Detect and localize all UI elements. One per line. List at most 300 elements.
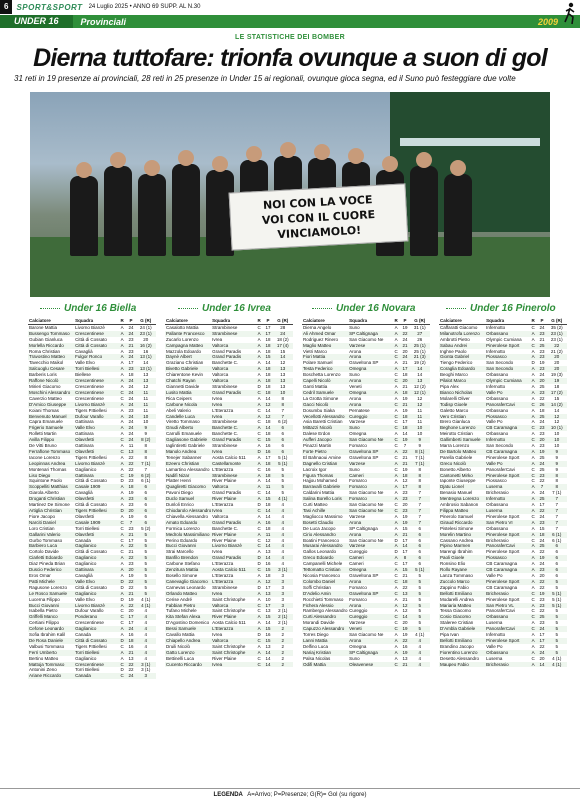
table-cell: San Giacomo Ne <box>349 336 384 342</box>
table-cell: C <box>257 419 261 425</box>
table-cell: 23 <box>539 425 545 431</box>
table-cell: A <box>118 402 127 408</box>
table-cell: 15 <box>265 354 271 360</box>
table-cell: 18 <box>265 419 271 425</box>
table-cell: 4 <box>281 502 284 508</box>
table-cell: PanoraferCavi <box>485 543 529 549</box>
table-cell: 6 <box>273 425 294 431</box>
table-cell: 12 <box>547 414 568 420</box>
table-cell: GravelIona SP <box>349 454 379 460</box>
table-cell: 14 <box>143 360 149 366</box>
table-cell: 17 <box>402 484 408 490</box>
table-cell: A <box>257 478 261 484</box>
table-cell: A <box>118 543 127 549</box>
table-cell: Le Rosco Samuele <box>28 591 74 597</box>
table-cell: Cantonetti Mirko <box>439 473 485 479</box>
table-cell: Sofia Ibrahim Kalil <box>29 632 66 638</box>
table-cell: Caldarini Mattia <box>303 490 335 496</box>
table-cell: Olavsfetti <box>74 496 118 502</box>
table-cell: 16 <box>128 632 134 638</box>
table-cell: 6 (1) <box>547 532 568 538</box>
table-cell: 18 <box>402 425 408 431</box>
table-cell: 24 <box>128 395 134 401</box>
stats-columns <box>28 318 568 788</box>
table-cell: 9 <box>144 431 147 437</box>
table-cell: 19 <box>128 490 134 496</box>
table-cell: C <box>531 466 535 472</box>
table-cell: 24 <box>539 649 545 655</box>
table-cell: C <box>394 466 398 472</box>
table-cell: A <box>118 461 127 467</box>
table-cell: 17 <box>265 330 271 336</box>
table-cell: D <box>118 638 127 644</box>
table-cell: 6 (2) <box>136 473 157 479</box>
table-cell: C <box>255 603 264 609</box>
table-cell: 16 <box>265 561 271 567</box>
table-cell: Tigers P.Biellesi <box>74 508 118 514</box>
table-cell: Staleree Cristian <box>440 620 474 626</box>
table-cell: 20 <box>402 502 408 508</box>
table-cell: Campanelli Michele <box>303 561 343 567</box>
table-cell: Avilla Filippo <box>28 437 74 443</box>
table-cell: 4 <box>281 561 284 567</box>
table-cell: Fiore Jacopo <box>29 513 56 519</box>
table-cell: Lanni Mattia <box>302 638 348 644</box>
table-cell: C <box>120 395 124 401</box>
table-cell: Moschini Alessandro <box>28 390 74 396</box>
table-cell: 21 <box>539 336 545 342</box>
table-cell: C <box>392 414 401 420</box>
table-cell: A <box>529 543 538 549</box>
table-cell: C <box>120 643 124 649</box>
table-cell: River Plaine <box>212 655 237 661</box>
table-cell: San Secondo <box>486 360 514 366</box>
table-cell: Strambinese <box>212 324 238 330</box>
table-cell: 5 <box>547 579 568 585</box>
table-cell: Lacroix Igor <box>303 466 327 472</box>
table-cell: CB Caramagna <box>486 584 518 590</box>
table-cell: 5 <box>555 620 558 626</box>
table-cell: 22 <box>128 454 134 460</box>
table-cell: Forte Pietro <box>302 449 348 455</box>
table-cell: 24 <box>128 324 134 330</box>
table-cell: Pipino Marmen <box>439 543 485 549</box>
table-cell: Tasi Achille <box>302 508 348 514</box>
table-cell: A <box>529 508 538 514</box>
table-cell: Dufour Varallo <box>74 414 118 420</box>
table-cell: A <box>118 343 127 349</box>
table-cell: 9 <box>410 437 431 443</box>
table-cell: 18 <box>402 413 408 419</box>
table-cell: Marengi Ibrahim <box>440 549 473 555</box>
table-cell: A <box>120 466 124 472</box>
table-cell: 22 <box>539 578 545 584</box>
table-cell: CB Caramagna <box>486 561 518 567</box>
table-cell: Tigers P.Biellesi <box>75 407 107 413</box>
table-cell: 23 <box>128 336 134 342</box>
table-cell: Saint Christophe <box>211 650 255 656</box>
table-cell: Fomarco <box>349 584 367 590</box>
table-cell: 24 <box>128 401 134 407</box>
table-cell: 7 <box>547 520 568 526</box>
table-cell: 4 <box>410 662 431 668</box>
table-cell: D <box>257 561 261 567</box>
table-cell: 22 <box>128 466 134 472</box>
table-header-cell: Squadra <box>74 318 118 324</box>
table-cell: C <box>255 567 264 573</box>
table-cell: Mirieri Giacomo <box>29 383 61 389</box>
table-cell: Barbiero Luca <box>28 543 74 549</box>
table-cell: Città di Cossato <box>75 584 107 590</box>
table-cell: A <box>255 614 264 620</box>
section-label: Provinciali <box>80 16 127 27</box>
table-cell: Narciti Daniel <box>28 520 74 526</box>
table-cell: 22 <box>539 643 545 649</box>
table-cell: Biellese <box>75 372 91 378</box>
table-cell: 17 <box>265 324 271 330</box>
table-cell: Varzese <box>349 620 366 626</box>
table-cell: Barberis Loris <box>29 372 57 378</box>
table-cell: C <box>529 343 538 349</box>
table-cell: 6 <box>136 484 157 490</box>
table-cell: 3 <box>273 579 294 585</box>
table-cell: 6 <box>136 520 157 526</box>
table-cell: A <box>255 331 264 337</box>
table-cell: C <box>392 508 401 514</box>
table-cell: Infernotto <box>485 437 529 443</box>
table-cell: Mattoja Tommaso <box>28 662 74 668</box>
table-cell: Gattinara <box>75 431 94 437</box>
stats-column-biella <box>28 318 156 788</box>
table-cell: 7 <box>281 407 284 413</box>
table-cell: Valle Po <box>485 390 529 396</box>
table-cell: Canada <box>75 537 91 543</box>
table-cell: Casale 1909 <box>74 520 118 526</box>
table-cell: 7 <box>418 513 421 519</box>
table-cell: 23 <box>539 519 545 525</box>
table-cell: Morlella Riccardo <box>28 343 74 349</box>
table-cell: Palsa Nicolas <box>303 655 331 661</box>
table-cell: PanoraferCavi <box>486 466 515 472</box>
table-cell: CB Caramagna <box>485 425 529 431</box>
table-cell: 20 <box>554 360 560 366</box>
table-cell: 17 <box>539 502 545 508</box>
table-cell: 25 (1) <box>413 348 426 354</box>
table-cell: Pinerolese Sport <box>485 473 529 479</box>
table-cell: PanoraferCavi <box>485 626 529 632</box>
table-cell: Artiglia Christian <box>28 508 74 514</box>
table-cell: 22 <box>128 555 134 561</box>
table-cell: 15 <box>554 395 560 401</box>
table-cell: 22 <box>539 395 545 401</box>
table-cell: A <box>531 443 535 449</box>
table-cell: 18 <box>265 572 271 578</box>
table-cell: C <box>531 513 535 519</box>
table-cell: Giarola Alberto <box>29 490 59 496</box>
table-cell: Pavoni Diego <box>166 490 193 496</box>
table-cell: 11 <box>136 390 157 396</box>
table-cell: Crescentinese <box>74 378 118 384</box>
table-cell: C <box>529 473 538 479</box>
table-cell: 4 <box>144 643 147 649</box>
table-cell: River Plaine <box>211 614 255 620</box>
article-headline: Dierna tuttofare: trionfa ovunque a suon di gol <box>33 44 547 72</box>
table-cell: 23 <box>539 354 545 360</box>
table-cell: Diaz Pineda Brian <box>29 561 66 567</box>
table-cell: Carrulli Emanuele <box>166 431 202 437</box>
table-cell: 14 <box>554 407 560 413</box>
table-cell: San Giacomo Ne <box>348 508 392 514</box>
table-cell: L'Eterazza <box>211 626 255 632</box>
table-cell: Arona <box>349 395 362 401</box>
table-cell: Medrolo Massimiliano <box>166 531 210 537</box>
table-cell: 23 <box>128 561 134 567</box>
table-cell: 22 <box>128 667 134 673</box>
table-cell: 19 <box>402 513 408 519</box>
table-cell: Benasio Manuel <box>440 490 473 496</box>
table-cell: 5 <box>555 643 558 649</box>
table-cell: Orbassano <box>486 502 509 508</box>
table-cell: A <box>531 632 535 638</box>
table-cell: A <box>257 572 261 578</box>
table-cell: Maupeo Fabio <box>439 662 485 668</box>
table-cell: Orbassano <box>486 407 509 413</box>
table-cell: Bettinelli Luca <box>166 655 195 661</box>
table-cell: 5 <box>273 484 294 490</box>
table-cell: 14 <box>402 543 408 549</box>
table-cell: A <box>120 407 124 413</box>
stats-table <box>165 318 293 667</box>
table-cell: A <box>257 372 261 378</box>
table-cell: A <box>392 461 401 467</box>
table-cell: Valbusi Tommaso <box>29 643 65 649</box>
table-cell: 21 <box>128 649 134 655</box>
table-cell: A <box>120 372 124 378</box>
table-cell: 23 <box>539 330 545 336</box>
table-cell: 19 (3) <box>550 372 563 378</box>
table-cell: 12 <box>143 383 149 389</box>
table-cell: 8 <box>136 449 157 455</box>
table-cell: Iaglintiretti Gabriele <box>166 443 205 449</box>
table-cell: Castellamonte <box>211 461 255 467</box>
table-cell: Livorno Bianzè <box>211 543 255 549</box>
table-cell: 23 <box>539 389 545 395</box>
table-cell: Piossasco <box>485 414 529 420</box>
table-cell: C <box>531 478 535 484</box>
table-cell: 13 <box>265 549 271 555</box>
table-cell: Colombo Daniel <box>302 579 348 585</box>
table-cell: A <box>529 662 538 668</box>
table-cell: Todisp Gioele <box>439 402 485 408</box>
table-cell: D <box>257 502 261 508</box>
table-cell: 6 <box>547 543 568 549</box>
table-cell: Pallante Francesco <box>165 331 211 337</box>
table-cell: C <box>392 437 401 443</box>
table-cell: C <box>257 431 261 437</box>
table-cell: C <box>120 620 124 626</box>
table-cell: 10 <box>554 431 560 437</box>
table-cell: A <box>118 484 127 490</box>
legend <box>0 792 580 798</box>
table-cell: C <box>392 591 401 597</box>
table-cell: Veneti <box>349 383 362 389</box>
table-cell: 18 <box>265 366 271 372</box>
table-cell: 7 (1) <box>415 454 425 460</box>
date-line: 24 Luglio 2025 • ANNO 69 SUPP. AL N.30 <box>88 4 201 10</box>
table-cell: Ronsino Elio <box>440 561 466 567</box>
table-cell: Strambinese <box>211 331 255 337</box>
table-cell: A <box>392 496 401 502</box>
table-cell: De Vitti Bruno <box>29 443 57 449</box>
table-cell: Crescentinese <box>74 390 118 396</box>
table-cell: 16 <box>402 643 408 649</box>
table-cell: Pinerolese Sport <box>486 596 520 602</box>
table-cell: 9 <box>555 454 558 460</box>
table-cell: A <box>394 336 398 342</box>
table-cell: C <box>118 437 127 443</box>
table-cell: Valle Po <box>485 461 529 467</box>
table-header-cell: P <box>401 318 410 324</box>
table-cell: Perino Edoardo <box>166 537 198 543</box>
table-cell: Bertino Matteo <box>29 655 59 661</box>
table-cell: C <box>120 537 124 543</box>
table-cell: Valtorca <box>211 603 255 609</box>
table-cell: 15 <box>265 437 271 443</box>
table-cell: Scoppelliti Matthias <box>28 484 74 490</box>
table-cell: 23 <box>539 348 545 354</box>
table-cell: 13 <box>265 643 271 649</box>
table-cell: A <box>255 378 264 384</box>
table-cell: 23 <box>128 496 134 502</box>
table-cell: Crescentinese <box>75 395 104 401</box>
table-cell: Chatchi Rayan <box>165 378 211 384</box>
table-cell: Fiori Mattia <box>302 354 348 360</box>
table-cell: 8 <box>547 484 568 490</box>
table-cell: GravelIona SP <box>348 449 392 455</box>
table-cell: A <box>392 343 401 349</box>
table-cell: Cedril Samuele <box>302 390 348 396</box>
table-cell: C <box>531 324 535 330</box>
table-cell: 18 <box>265 460 271 466</box>
table-cell: Isabella Pietro <box>29 608 58 614</box>
table-cell: Grand Paradis <box>211 390 255 396</box>
table-cell: A <box>531 561 535 567</box>
table-cell: GravelIona SP <box>349 572 379 578</box>
table-cell: A <box>529 378 538 384</box>
table-cell: Dunloli Enrico <box>166 502 194 508</box>
table-cell: C <box>529 591 538 597</box>
table-cell: A <box>394 407 398 413</box>
table-cell: C <box>392 378 401 384</box>
table-cell: D'Ambla Gabriele <box>439 626 485 632</box>
table-cell: Tufano Michele <box>166 608 197 614</box>
table-cell: 22 <box>539 478 545 484</box>
table-cell: Rica Ceipers <box>166 395 192 401</box>
table-cell: 12 <box>265 537 271 543</box>
table-cell: Saint Christophe <box>212 608 246 614</box>
table-cell: D'Agostino Domenico <box>166 620 210 626</box>
table-cell: Caffaratti Giacomo <box>440 324 478 330</box>
table-cell: C <box>392 662 401 668</box>
stats-column-novara <box>302 318 430 788</box>
table-cell: 19 <box>128 596 134 602</box>
table-cell: 24 (1) <box>139 324 152 330</box>
table-cell: Arona <box>348 354 392 360</box>
table-cell: Gnudi Alberto <box>165 425 211 431</box>
table-cell: 16 <box>143 348 149 354</box>
table-cell: Varzese <box>348 343 392 349</box>
table-cell: Carbone Stefano <box>166 561 201 567</box>
table-cell: Crescentinese <box>74 331 118 337</box>
table-cell: Strai Marcello <box>166 549 194 555</box>
table-cell: 18 <box>265 378 271 384</box>
table-cell: 5 <box>136 567 157 573</box>
table-cell: Coraglia Edoardo <box>439 366 485 372</box>
table-cell: 12 <box>265 413 271 419</box>
table-cell: Rodriguez Rinero <box>303 336 339 342</box>
table-cell: Ferri Umberto <box>28 650 74 656</box>
table-cell: Cosio Giacomo <box>439 614 485 620</box>
table-cell: Valtorca <box>211 366 255 372</box>
table-cell: A <box>531 502 535 508</box>
table-cell: 27 <box>410 331 431 337</box>
table-cell: Cerise André <box>166 596 193 602</box>
table-cell: Montenari Thomas <box>29 466 67 472</box>
table-cell: 21 <box>402 572 408 578</box>
table-cell: Testa Federico <box>302 366 348 372</box>
table-cell: Bellotti Emiliano <box>439 591 485 597</box>
table-cell: 8 <box>418 466 421 472</box>
table-cell: Duclo Samuel <box>165 496 211 502</box>
table-cell: Tessa Giacomo <box>440 608 472 614</box>
table-cell: A <box>120 383 124 389</box>
table-cell: 7 <box>127 520 136 526</box>
table-cell: Zappino Fabio <box>440 584 469 590</box>
table-cell: 20 <box>128 508 134 513</box>
table-cell: Ambrotti Pietro <box>440 336 470 342</box>
table-cell: 7 <box>538 484 547 490</box>
table-cell: 4 <box>136 614 157 620</box>
table-cell: Amato Edoardo <box>165 520 211 526</box>
table-cell: 16 <box>265 632 271 638</box>
table-cell: Ezeero Christian <box>165 461 211 467</box>
table-cell: 7 (1) <box>410 461 431 467</box>
table-cell: 4 <box>281 513 284 519</box>
table-cell: Paoli Gioele <box>439 555 485 561</box>
table-cell: 9 <box>418 443 421 449</box>
table-cell: A <box>257 454 261 460</box>
table-cell: Campagna Matteo <box>165 343 211 349</box>
table-cell: 5 <box>136 591 157 597</box>
table-cell: Hajjou Mohamed <box>303 478 338 484</box>
table-cell: 24 <box>128 378 134 384</box>
table-header-cell: Calciatore <box>302 318 348 324</box>
table-cell: Valtorca <box>211 638 255 644</box>
table-cell: C <box>257 525 261 531</box>
table-cell: Sabau Andrei <box>439 343 485 349</box>
table-cell: Pipa Ivan <box>440 632 459 638</box>
table-cell: 6 <box>418 537 421 543</box>
table-cell: 21 <box>402 661 408 667</box>
table-cell: 14 <box>265 661 271 667</box>
table-cell: A <box>529 414 538 420</box>
table-cell: 4 <box>273 508 294 514</box>
table-cell: Tigers P.Biellesi <box>75 643 107 649</box>
table-cell: 5 <box>555 608 558 614</box>
table-cell: Lamartino Alessandro <box>166 466 210 472</box>
table-cell: A <box>120 360 124 366</box>
table-cell: 17 <box>539 637 545 643</box>
